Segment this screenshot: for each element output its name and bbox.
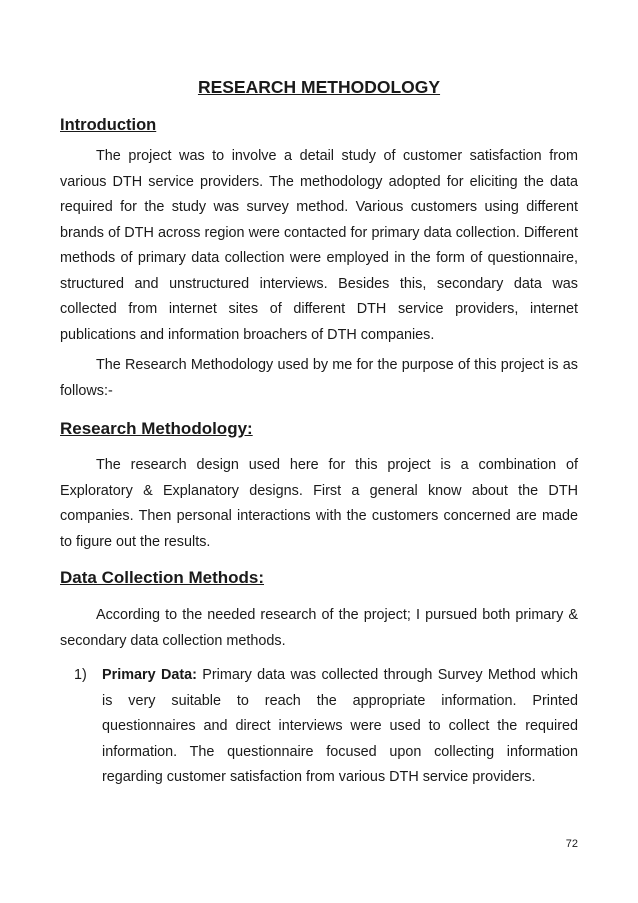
introduction-heading: Introduction xyxy=(60,116,157,134)
data-collection-paragraph: According to the needed research of the project; I pursued both primary & secondary data collection methods. xyxy=(60,607,578,649)
list-item xyxy=(74,663,578,791)
methodology-intro-paragraph: The Research Methodology used by me for the purpose of this project is as follows:- xyxy=(60,357,578,399)
page-number: 72 xyxy=(565,838,578,850)
research-methodology-heading: Research Methodology: xyxy=(60,419,253,438)
list-item-label: Primary Data: xyxy=(102,667,197,683)
page-title: RESEARCH METHODOLOGY xyxy=(197,77,441,97)
introduction-paragraph: The project was to involve a detail study of customer satisfaction from various DTH service providers. The methodology adopted for eliciting the data required for the study was survey method. Various customers using different brands of DTH across region were contacted for primary data collection. Different methods of primary data collection were employed in the form of questionnaire, structured and unstructured interviews. Besides this, secondary data was collected from internet sites of different DTH service providers, internet publications and information broachers of DTH companies. xyxy=(60,148,578,343)
data-collection-list xyxy=(74,663,578,791)
list-item-number: 1) xyxy=(74,667,87,683)
list-item-text: Primary data was collected through Survey Method which is very suitable to reach the appropriate information. Printed questionnaires and direct interviews were used to collect the required information. The questionnaire focused upon collecting information regarding customer satisfaction from various DTH service providers. xyxy=(102,667,578,785)
research-methodology-paragraph: The research design used here for this project is a combination of Exploratory & Explanatory designs. First a general know about the DTH companies. Then personal interactions with the customers concerned are made to figure out the results. xyxy=(60,457,578,550)
data-collection-heading: Data Collection Methods: xyxy=(60,568,265,587)
